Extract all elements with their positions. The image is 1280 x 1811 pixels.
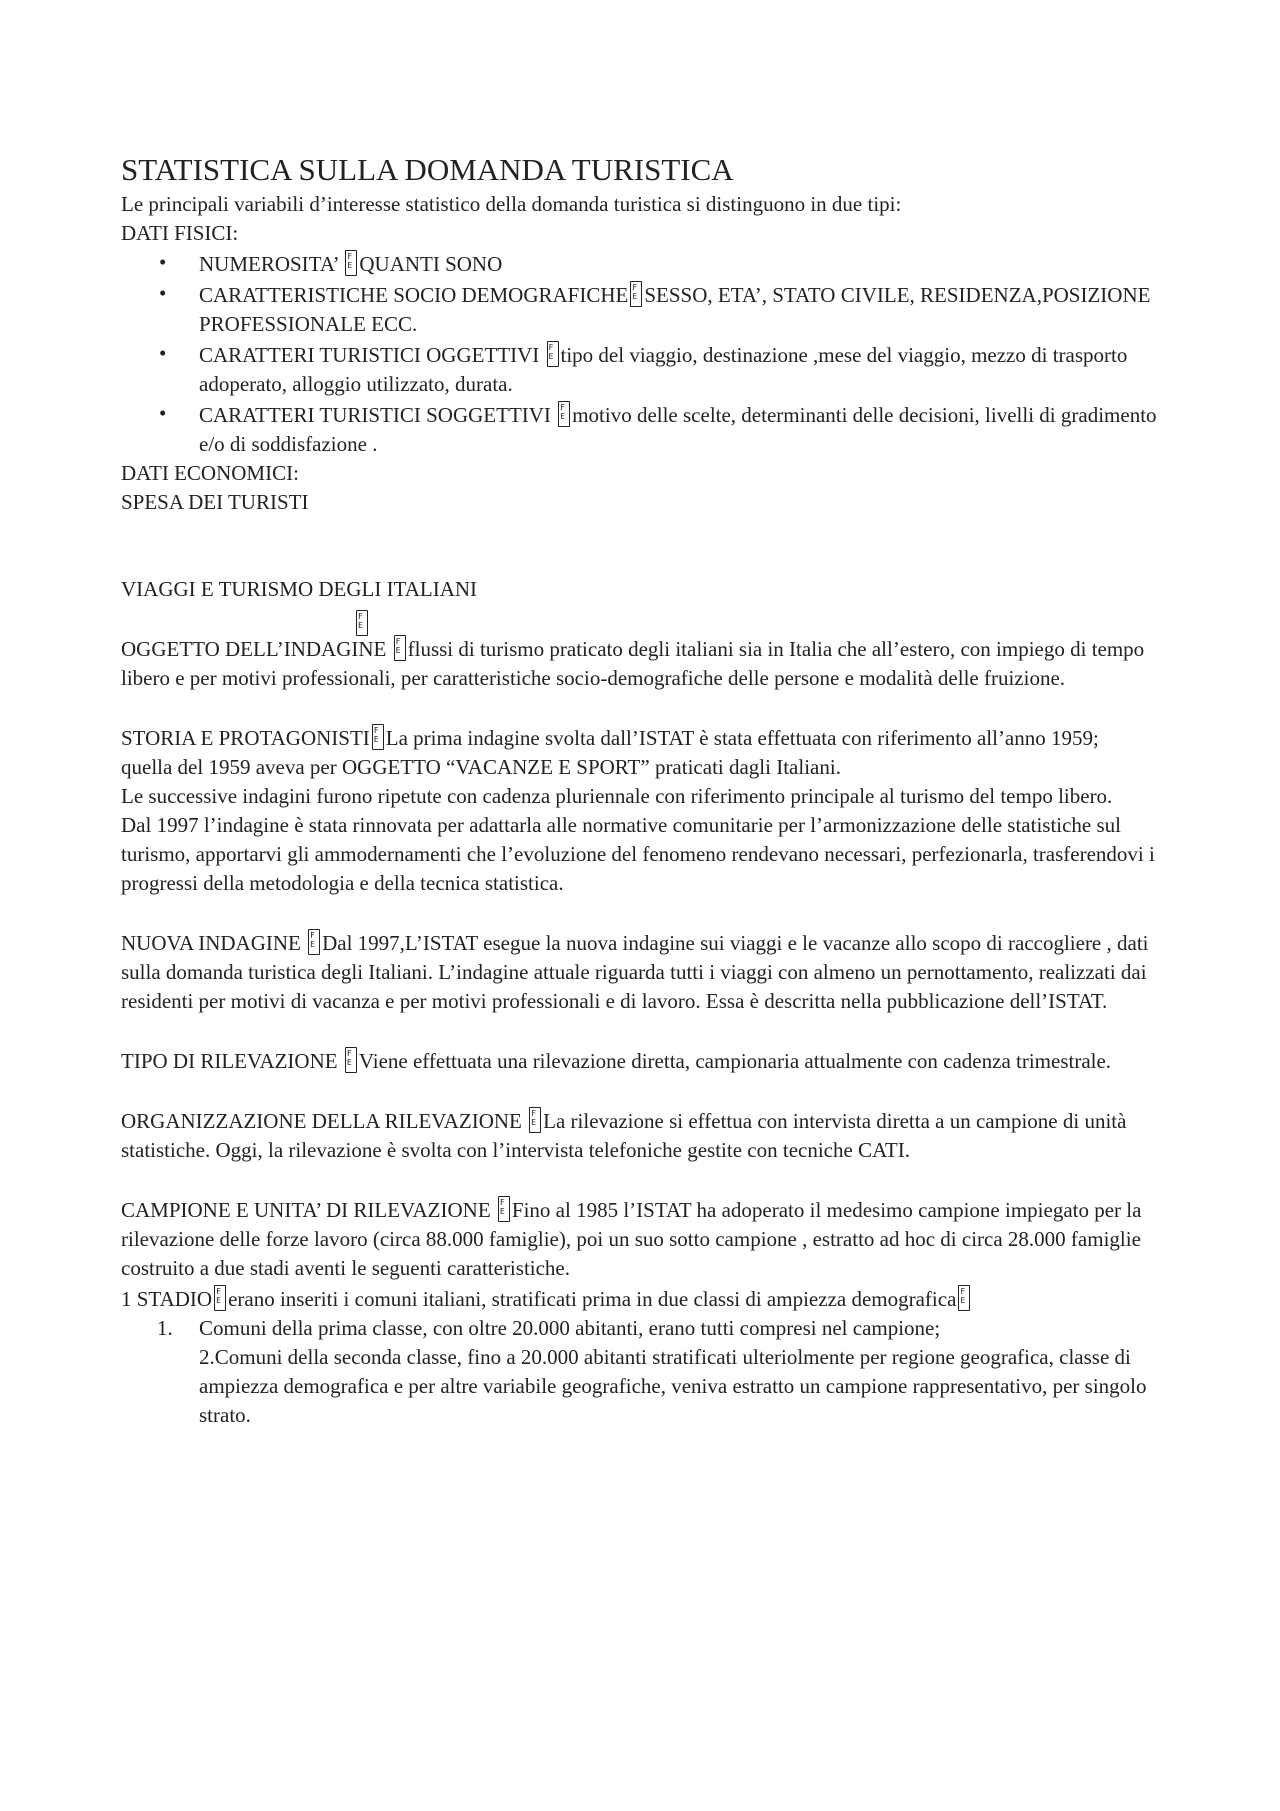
organizzazione-paragraph: ORGANIZZAZIONE DELLA RILEVAZIONE F E La rilevazione si effettua con intervista diretta a un campione di unità statistiche. Oggi, la rilevazione è svolta con l’intervista telefoniche gestite con tecniche CATI. — [121, 1105, 1166, 1165]
oggetto-paragraph: OGGETTO DELL’INDAGINE F E flussi di turismo praticato degli italiani sia in Italia che all’estero, con impiego di tempo libero e per motivi professionali, per caratteristiche socio-demografiche delle persone e modalità delle fruizione. — [121, 633, 1166, 693]
dati-economici-heading: DATI ECONOMICI: — [121, 461, 299, 485]
storia-line: Le successive indagini furono ripetute con cadenza pluriennale con riferimento principale al turismo del tempo libero. — [121, 784, 1113, 808]
nuova-indagine-paragraph: NUOVA INDAGINE F E Dal 1997,L’ISTAT esegue la nuova indagine sui viaggi e le vacanze allo scopo di raccogliere , dati sulla domanda turistica degli Italiani. L’indagine attuale riguarda tutti i viaggi con almeno un pernottamento, realizzati dai residenti per motivi di vacanza e per motivi professionali e di lavoro. Essa è descritta nella pubblicazione dell’ISTAT. — [121, 927, 1166, 1016]
arrow-symbol-icon — [557, 399, 571, 429]
arrow-symbol-icon — [344, 248, 358, 278]
spacer — [121, 517, 1166, 575]
arrow-symbol-icon — [528, 1105, 542, 1135]
stadio-paragraph: 1 STADIOF E erano inseriti i comuni italiani, stratificati prima in due classi di ampiezza demograficaF E — [121, 1283, 1166, 1314]
section-title: VIAGGI E TURISMO DEGLI ITALIANI — [121, 577, 478, 601]
arrow-symbol-icon — [371, 722, 385, 752]
arrow-symbol-icon — [957, 1283, 971, 1313]
arrow-symbol-icon — [213, 1283, 227, 1313]
list-item: • NUMEROSITA’ F E QUANTI SONO — [121, 248, 1166, 279]
spacer — [121, 604, 1166, 633]
list-item: 1. Comuni della prima classe, con oltre 20.000 abitanti, erano tutti compresi nel campione; 2.Comuni della seconda classe, fino a 20.000 abitanti stratificati ulteriolmente per regione geografica, classe di ampiezza demografica e per altre variabile geografiche, veniva estratto un campione rappresentativo, per singolo strato. — [157, 1316, 1147, 1427]
arrow-symbol-icon — [393, 633, 407, 663]
storia-line: Dal 1997 l’indagine è stata rinnovata per adattarla alle normative comunitarie per l’armonizzazione delle statistiche sul turismo, apportarvi gli ammodernamenti che l’evoluzione del fenomeno rendevano necessari, perfezionarla, trasferendovi i progressi della metodologia e della tecnica statistica. — [121, 813, 1155, 895]
variables-list — [121, 248, 1166, 459]
spacer — [121, 1165, 1166, 1194]
arrow-symbol-icon — [497, 1194, 511, 1224]
spacer — [121, 1016, 1166, 1045]
intro-paragraph: Le principali variabili d’interesse statistico della domanda turistica si distinguono in due tipi: — [121, 192, 902, 216]
storia-line: quella del 1959 aveva per OGGETTO “VACANZE E SPORT” praticati dagli Italiani. — [121, 755, 841, 779]
comuni-list — [121, 1314, 1166, 1430]
arrow-symbol-icon — [344, 1045, 358, 1075]
list-item: • CARATTERI TURISTICI SOGGETTIVI F E motivo delle scelte, determinanti delle decisioni, livelli di gradimento e/o di soddisfazione . — [121, 399, 1166, 459]
list-item: • CARATTERISTICHE SOCIO DEMOGRAFICHEF E SESSO, ETA’, STATO CIVILE, RESIDENZA,POSIZIONE PROFESSIONALE ECC. — [121, 279, 1166, 339]
arrow-symbol-icon — [629, 279, 643, 309]
dati-fisici-heading: DATI FISICI: — [121, 221, 239, 245]
spacer — [121, 1076, 1166, 1105]
arrow-symbol-icon — [546, 339, 560, 369]
arrow-symbol-icon — [307, 927, 321, 957]
spacer — [121, 898, 1166, 927]
list-item: • CARATTERI TURISTICI OGGETTIVI F E tipo del viaggio, destinazione ,mese del viaggio, mezzo di trasporto adoperato, alloggio utilizzato, durata. — [121, 339, 1166, 399]
spesa-line: SPESA DEI TURISTI — [121, 490, 309, 514]
campione-paragraph: CAMPIONE E UNITA’ DI RILEVAZIONE F E Fino al 1985 l’ISTAT ha adoperato il medesimo campione impiegato per la rilevazione delle forze lavoro (circa 88.000 famiglie), poi un suo sotto campione , estratto ad hoc di circa 28.000 famiglie costruito a due stadi aventi le seguenti caratteristiche. — [121, 1194, 1166, 1283]
arrow-symbol-icon — [355, 608, 369, 638]
storia-paragraph: STORIA E PROTAGONISTIF E La prima indagine svolta dall’ISTAT è stata effettuata con riferimento all’anno 1959; — [121, 722, 1166, 753]
document-body — [121, 150, 1166, 1430]
document-title: STATISTICA SULLA DOMANDA TURISTICA — [121, 152, 734, 187]
spacer — [121, 693, 1166, 722]
list-number: 1. — [157, 1316, 173, 1340]
tipo-rilevazione-paragraph: TIPO DI RILEVAZIONE F E Viene effettuata una rilevazione diretta, campionaria attualmente con cadenza trimestrale. — [121, 1045, 1166, 1076]
